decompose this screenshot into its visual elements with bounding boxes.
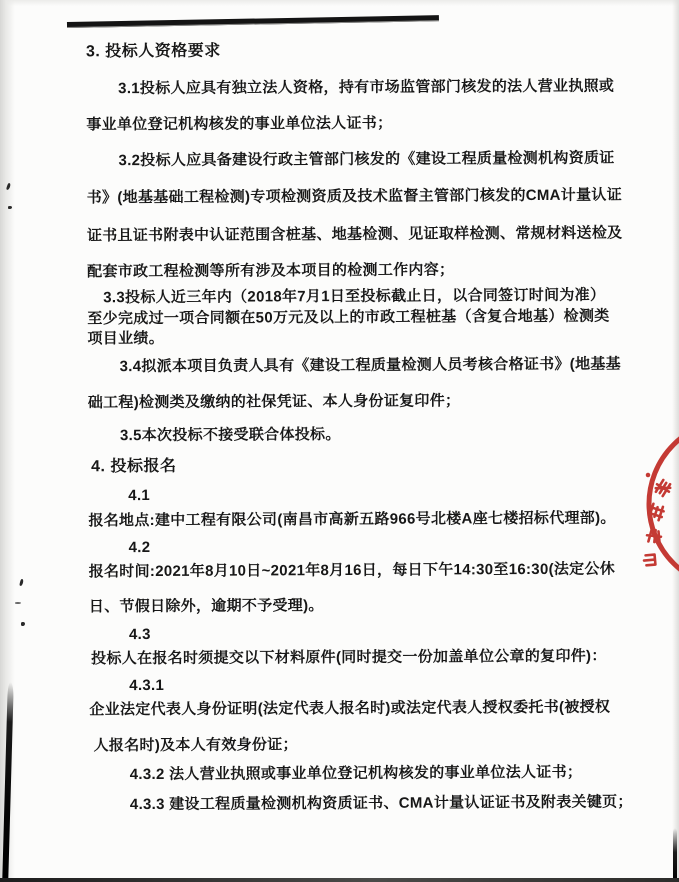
clause-4-2-line-1: 报名时间:2021年8月10日~2021年8月16日，每日下午14:30至16:30(法定公休 bbox=[88, 560, 616, 581]
red-seal-stamp bbox=[637, 428, 679, 580]
section-4-heading: 4. 投标报名 bbox=[91, 457, 177, 476]
clause-3-2-line-2: 书》(地基基础工程检测)专项检测资质及技术监督主管部门核发的CMA计量认证 bbox=[86, 186, 623, 207]
clause-4-3-number: 4.3 bbox=[128, 625, 151, 644]
clause-3-1-line-1: 3.1投标人应具有独立法人资格，持有市场监管部门核发的法人营业执照或 bbox=[118, 77, 615, 98]
red-seal-strokes bbox=[644, 428, 679, 580]
clause-3-1-line-2: 事业单位登记机构核发的事业单位法人证书； bbox=[86, 114, 393, 134]
clause-3-3-line-1: 3.3投标人近三年内（2018年7月1日至投标截止日，以合同签订时间为准） bbox=[103, 286, 606, 307]
clause-4-3-text: 投标人在报名时须提交以下材料原件(同时提交一份加盖单位公章的复印件)： bbox=[91, 647, 607, 668]
clause-4-3-1-line-1: 企业法定代表人身份证明(法定代表人报名时)或法定代表人授权委托书(被授权 bbox=[89, 698, 611, 719]
clause-4-3-1-number: 4.3.1 bbox=[129, 676, 165, 695]
clause-3-4-line-2: 础工程)检测类及缴纳的社保凭证、本人身份证复印件； bbox=[87, 392, 461, 412]
clause-3-2-line-1: 3.2投标人应具备建设行政主管部门核发的《建设工程质量检测机构资质证 bbox=[118, 149, 615, 170]
clause-3-4-line-1: 3.4拟派本项目负责人具有《建设工程质量检测人员考核合格证书》(地基基 bbox=[119, 355, 622, 376]
clause-4-1-number: 4.1 bbox=[128, 486, 151, 505]
clause-4-3-2-text: 4.3.2 法人营业执照或事业单位登记机构核发的事业单位法人证书； bbox=[129, 763, 583, 784]
clause-3-2-line-4: 配套市政工程检测等所有涉及本项目的检测工作内容； bbox=[87, 261, 455, 281]
clause-3-3-line-2: 至少完成过一项合同额在50万元及以上的市政工程桩基（含复合地基）检测类 bbox=[87, 307, 610, 328]
clause-4-3-1-line-2: 人报名时)及本人有效身份证； bbox=[93, 736, 298, 755]
clause-4-2-number: 4.2 bbox=[128, 538, 151, 557]
clause-3-3-line-3: 项目业绩。 bbox=[87, 329, 165, 348]
clause-3-2-line-3: 证书且证书附表中认证范围含桩基、地基检测、见证取样检测、常规材料送检及 bbox=[86, 224, 623, 245]
section-3-heading: 3. 投标人资格要求 bbox=[85, 42, 221, 61]
clause-4-3-3-text: 4.3.3 建设工程质量检测机构资质证书、CMA计量认证证书及附表关键页； bbox=[129, 793, 633, 814]
clause-4-1-text: 报名地点:建中工程有限公司(南昌市高新五路966号北楼A座七楼招标代理部)。 bbox=[88, 509, 616, 530]
clause-3-5-line: 3.5本次投标不接受联合体投标。 bbox=[119, 425, 341, 445]
clause-4-2-line-2: 日、节假日除外，逾期不予受理)。 bbox=[88, 597, 324, 616]
